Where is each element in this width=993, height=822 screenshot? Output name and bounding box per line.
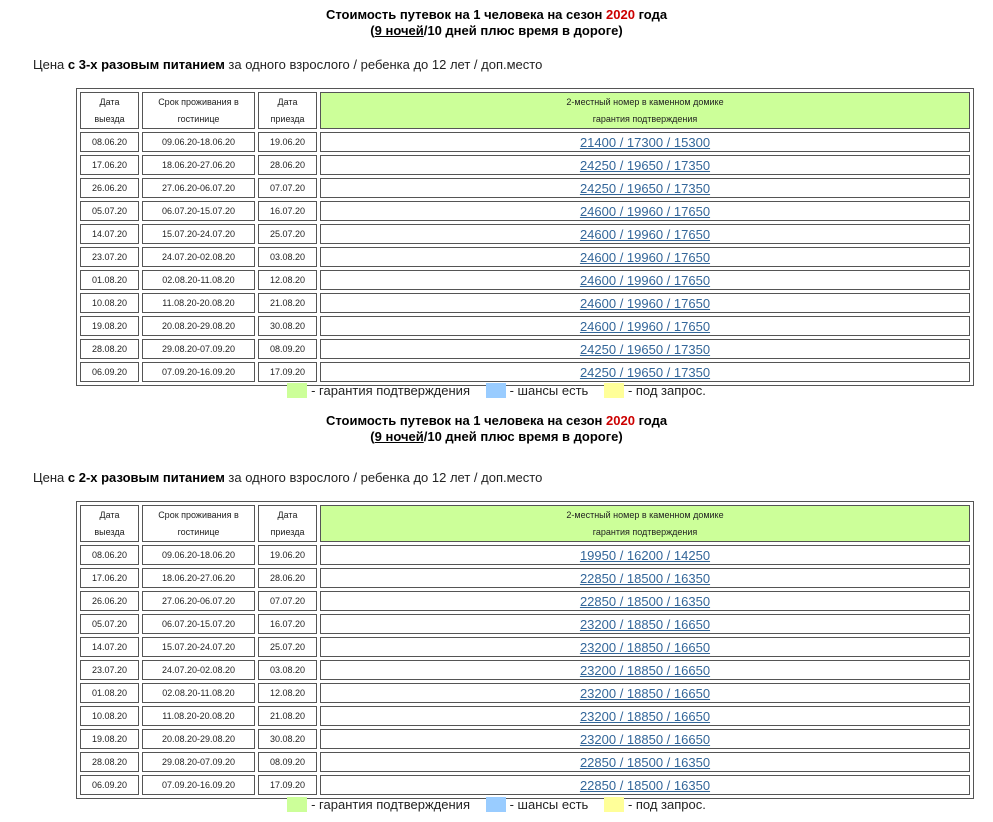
table-row	[80, 132, 970, 152]
price-note: Цена с 3-х разовым питанием за одного взрослого / ребенка до 12 лет / доп.место	[33, 57, 543, 72]
departure-date-cell: 19.08.20	[80, 316, 139, 336]
price-link[interactable]: 24600 / 19960 / 17650	[579, 203, 711, 219]
departure-date-cell: 05.07.20	[80, 614, 139, 634]
table-row	[80, 729, 970, 749]
stay-period-cell: 02.08.20-11.08.20	[142, 683, 255, 703]
arrival-date-cell: 21.08.20	[258, 706, 317, 726]
table-row	[80, 362, 970, 382]
price-cell	[320, 752, 970, 772]
stay-period-cell: 07.09.20-16.09.20	[142, 775, 255, 795]
header-arrival-date: Дата приезда	[258, 505, 317, 542]
departure-date-cell: 01.08.20	[80, 683, 139, 703]
table-row	[80, 247, 970, 267]
price-link[interactable]: 24250 / 19650 / 17350	[579, 157, 711, 173]
nights-link[interactable]: 9 ночей	[374, 429, 424, 444]
stay-period-cell: 24.07.20-02.08.20	[142, 660, 255, 680]
stay-period-cell: 18.06.20-27.06.20	[142, 155, 255, 175]
table-row	[80, 293, 970, 313]
stay-period-cell: 06.07.20-15.07.20	[142, 201, 255, 221]
header-stay-period: Срок проживания в гостинице	[142, 92, 255, 129]
table-row	[80, 339, 970, 359]
price-section-2	[0, 413, 993, 793]
price-link[interactable]: 24600 / 19960 / 17650	[579, 226, 711, 242]
arrival-date-cell: 16.07.20	[258, 614, 317, 634]
price-link[interactable]: 24250 / 19650 / 17350	[579, 341, 711, 357]
price-cell	[320, 614, 970, 634]
table-header-row	[80, 505, 970, 542]
price-cell	[320, 637, 970, 657]
price-link[interactable]: 23200 / 18850 / 16650	[579, 639, 711, 655]
table-row	[80, 706, 970, 726]
arrival-date-cell: 08.09.20	[258, 752, 317, 772]
stay-period-cell: 11.08.20-20.08.20	[142, 293, 255, 313]
price-link[interactable]: 24600 / 19960 / 17650	[579, 295, 711, 311]
arrival-date-cell: 17.09.20	[258, 362, 317, 382]
price-link[interactable]: 23200 / 18850 / 16650	[579, 685, 711, 701]
table-header-row	[80, 92, 970, 129]
departure-date-cell: 05.07.20	[80, 201, 139, 221]
price-cell	[320, 706, 970, 726]
season-year: 2020	[606, 413, 635, 428]
price-link[interactable]: 23200 / 18850 / 16650	[579, 616, 711, 632]
departure-date-cell: 26.06.20	[80, 591, 139, 611]
stay-period-cell: 27.06.20-06.07.20	[142, 178, 255, 198]
price-cell	[320, 201, 970, 221]
price-cell	[320, 155, 970, 175]
price-section-1	[0, 0, 993, 380]
price-link[interactable]: 24600 / 19960 / 17650	[579, 318, 711, 334]
departure-date-cell: 10.08.20	[80, 706, 139, 726]
table-row	[80, 270, 970, 290]
price-cell	[320, 568, 970, 588]
arrival-date-cell: 28.06.20	[258, 568, 317, 588]
price-cell	[320, 178, 970, 198]
price-link[interactable]: 23200 / 18850 / 16650	[579, 662, 711, 678]
table-row	[80, 178, 970, 198]
departure-date-cell: 14.07.20	[80, 224, 139, 244]
departure-date-cell: 28.08.20	[80, 752, 139, 772]
departure-date-cell: 14.07.20	[80, 637, 139, 657]
price-cell	[320, 729, 970, 749]
departure-date-cell: 06.09.20	[80, 362, 139, 382]
price-cell	[320, 362, 970, 382]
legend-item-on-request: - под запрос.	[604, 383, 706, 398]
departure-date-cell: 17.06.20	[80, 155, 139, 175]
price-link[interactable]: 22850 / 18500 / 16350	[579, 754, 711, 770]
table-row	[80, 637, 970, 657]
green-swatch-icon	[287, 797, 307, 812]
price-cell	[320, 293, 970, 313]
arrival-date-cell: 08.09.20	[258, 339, 317, 359]
price-cell	[320, 132, 970, 152]
section-title: Стоимость путевок на 1 человека на сезон 2020 года	[325, 413, 668, 428]
price-link[interactable]: 23200 / 18850 / 16650	[579, 708, 711, 724]
season-year: 2020	[606, 7, 635, 22]
departure-date-cell: 10.08.20	[80, 293, 139, 313]
table-row	[80, 316, 970, 336]
price-cell	[320, 683, 970, 703]
arrival-date-cell: 21.08.20	[258, 293, 317, 313]
price-link[interactable]: 24600 / 19960 / 17650	[579, 272, 711, 288]
stay-period-cell: 11.08.20-20.08.20	[142, 706, 255, 726]
arrival-date-cell: 19.06.20	[258, 132, 317, 152]
header-arrival-date: Дата приезда	[258, 92, 317, 129]
table-row	[80, 660, 970, 680]
price-link[interactable]: 24600 / 19960 / 17650	[579, 249, 711, 265]
table-row	[80, 752, 970, 772]
stay-period-cell: 06.07.20-15.07.20	[142, 614, 255, 634]
price-note: Цена с 2-х разовым питанием за одного взрослого / ребенка до 12 лет / доп.место	[33, 470, 543, 485]
departure-date-cell: 08.06.20	[80, 545, 139, 565]
departure-date-cell: 17.06.20	[80, 568, 139, 588]
stay-period-cell: 20.08.20-29.08.20	[142, 729, 255, 749]
price-table	[76, 88, 974, 386]
stay-period-cell: 18.06.20-27.06.20	[142, 568, 255, 588]
arrival-date-cell: 25.07.20	[258, 224, 317, 244]
arrival-date-cell: 07.07.20	[258, 591, 317, 611]
departure-date-cell: 23.07.20	[80, 247, 139, 267]
arrival-date-cell: 25.07.20	[258, 637, 317, 657]
price-link[interactable]: 19950 / 16200 / 14250	[579, 547, 711, 563]
departure-date-cell: 28.08.20	[80, 339, 139, 359]
price-link[interactable]: 21400 / 17300 / 15300	[579, 134, 711, 150]
arrival-date-cell: 03.08.20	[258, 247, 317, 267]
arrival-date-cell: 16.07.20	[258, 201, 317, 221]
arrival-date-cell: 12.08.20	[258, 270, 317, 290]
section-subtitle: (9 ночей/10 дней плюс время в дороге)	[370, 429, 623, 444]
yellow-swatch-icon	[604, 383, 624, 398]
stay-period-cell: 02.08.20-11.08.20	[142, 270, 255, 290]
stay-period-cell: 27.06.20-06.07.20	[142, 591, 255, 611]
price-cell	[320, 545, 970, 565]
legend-item-chances: - шансы есть	[486, 797, 589, 812]
departure-date-cell: 01.08.20	[80, 270, 139, 290]
table-row	[80, 775, 970, 795]
price-cell	[320, 591, 970, 611]
departure-date-cell: 06.09.20	[80, 775, 139, 795]
price-cell	[320, 270, 970, 290]
departure-date-cell: 08.06.20	[80, 132, 139, 152]
availability-legend	[0, 383, 993, 398]
price-cell	[320, 224, 970, 244]
arrival-date-cell: 30.08.20	[258, 316, 317, 336]
price-cell	[320, 775, 970, 795]
section-title: Стоимость путевок на 1 человека на сезон 2020 года	[325, 7, 668, 22]
stay-period-cell: 09.06.20-18.06.20	[142, 545, 255, 565]
yellow-swatch-icon	[604, 797, 624, 812]
departure-date-cell: 19.08.20	[80, 729, 139, 749]
price-cell	[320, 339, 970, 359]
price-table	[76, 501, 974, 799]
section-subtitle: (9 ночей/10 дней плюс время в дороге)	[370, 23, 623, 38]
price-link[interactable]: 24250 / 19650 / 17350	[579, 364, 711, 380]
arrival-date-cell: 07.07.20	[258, 178, 317, 198]
arrival-date-cell: 17.09.20	[258, 775, 317, 795]
departure-date-cell: 26.06.20	[80, 178, 139, 198]
stay-period-cell: 15.07.20-24.07.20	[142, 637, 255, 657]
blue-swatch-icon	[486, 797, 506, 812]
header-room-type: 2-местный номер в каменном домике гарантия подтверждения	[320, 92, 970, 129]
price-link[interactable]: 23200 / 18850 / 16650	[579, 731, 711, 747]
table-row	[80, 568, 970, 588]
arrival-date-cell: 19.06.20	[258, 545, 317, 565]
stay-period-cell: 24.07.20-02.08.20	[142, 247, 255, 267]
header-room-type: 2-местный номер в каменном домике гарантия подтверждения	[320, 505, 970, 542]
green-swatch-icon	[287, 383, 307, 398]
price-link[interactable]: 22850 / 18500 / 16350	[579, 777, 711, 793]
price-cell	[320, 316, 970, 336]
stay-period-cell: 15.07.20-24.07.20	[142, 224, 255, 244]
nights-link[interactable]: 9 ночей	[374, 23, 424, 38]
table-row	[80, 683, 970, 703]
arrival-date-cell: 03.08.20	[258, 660, 317, 680]
price-cell	[320, 660, 970, 680]
stay-period-cell: 29.08.20-07.09.20	[142, 339, 255, 359]
stay-period-cell: 29.08.20-07.09.20	[142, 752, 255, 772]
arrival-date-cell: 30.08.20	[258, 729, 317, 749]
price-cell	[320, 247, 970, 267]
price-link[interactable]: 24250 / 19650 / 17350	[579, 180, 711, 196]
arrival-date-cell: 28.06.20	[258, 155, 317, 175]
price-link[interactable]: 22850 / 18500 / 16350	[579, 593, 711, 609]
blue-swatch-icon	[486, 383, 506, 398]
table-row	[80, 614, 970, 634]
stay-period-cell: 09.06.20-18.06.20	[142, 132, 255, 152]
header-stay-period: Срок проживания в гостинице	[142, 505, 255, 542]
legend-item-chances: - шансы есть	[486, 383, 589, 398]
departure-date-cell: 23.07.20	[80, 660, 139, 680]
stay-period-cell: 20.08.20-29.08.20	[142, 316, 255, 336]
legend-item-confirmed: - гарантия подтверждения	[287, 797, 470, 812]
table-row	[80, 224, 970, 244]
table-row	[80, 155, 970, 175]
stay-period-cell: 07.09.20-16.09.20	[142, 362, 255, 382]
table-row	[80, 201, 970, 221]
price-link[interactable]: 22850 / 18500 / 16350	[579, 570, 711, 586]
header-departure-date: Дата выезда	[80, 505, 139, 542]
table-row	[80, 545, 970, 565]
header-departure-date: Дата выезда	[80, 92, 139, 129]
table-row	[80, 591, 970, 611]
arrival-date-cell: 12.08.20	[258, 683, 317, 703]
legend-item-confirmed: - гарантия подтверждения	[287, 383, 470, 398]
legend-item-on-request: - под запрос.	[604, 797, 706, 812]
availability-legend	[0, 797, 993, 812]
